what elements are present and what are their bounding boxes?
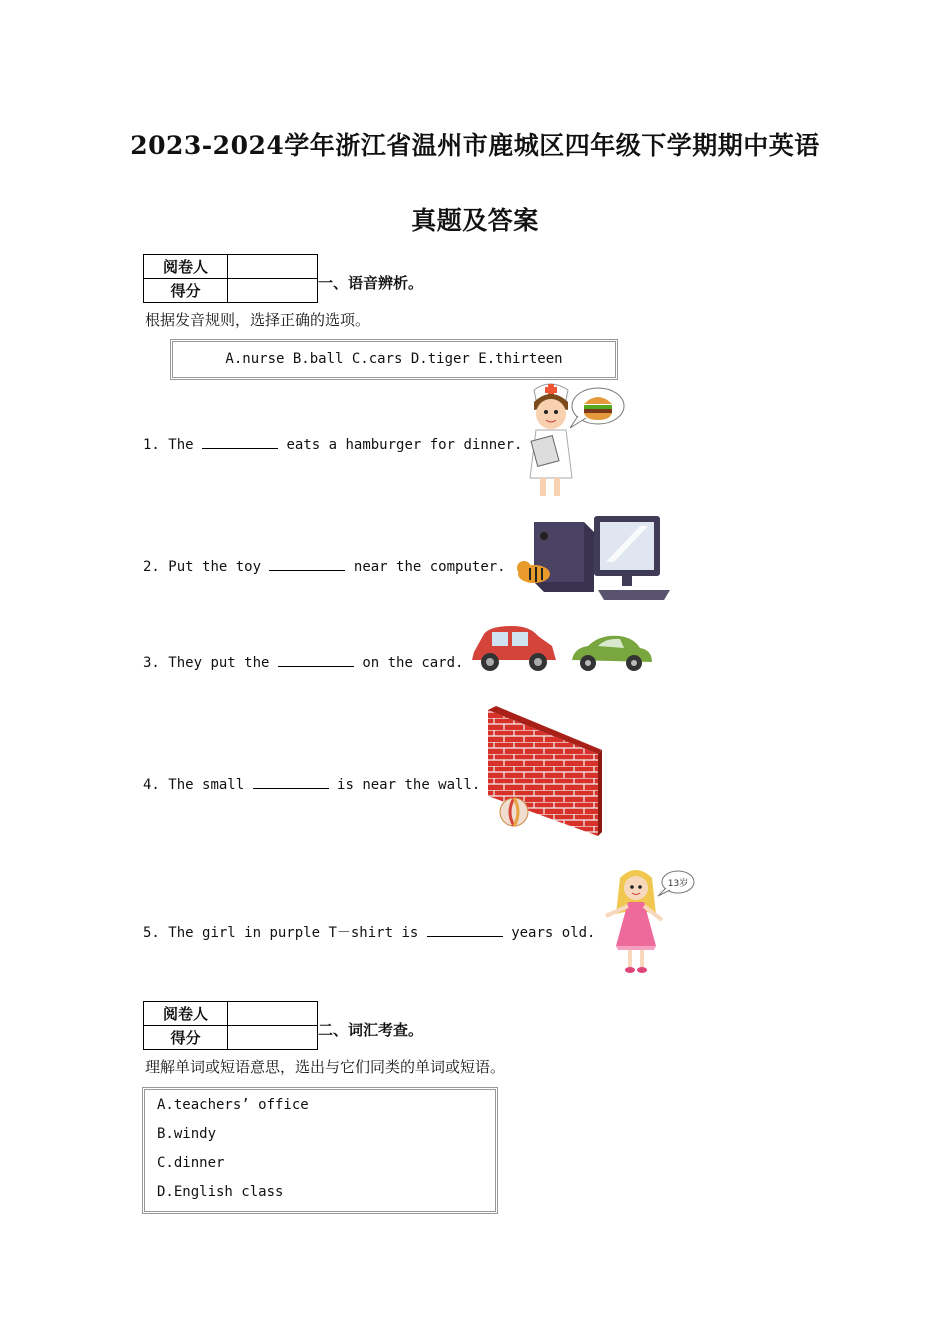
brick-wall-icon [484, 706, 602, 840]
question-4 [143, 776, 480, 793]
green-car-icon [568, 630, 654, 674]
q2-num: 2. [143, 559, 160, 575]
q1-num: 1. [143, 437, 160, 453]
score-value-2 [228, 1026, 318, 1050]
vocab-option-a: A.teachers’ office [157, 1097, 309, 1113]
ball-icon [500, 798, 528, 826]
girl-icon [600, 864, 700, 976]
section1-instruction: 根据发音规则，选择正确的选项。 [145, 311, 371, 329]
reviewer-label-2: 阅卷人 [144, 1002, 228, 1026]
q1-before: The [168, 437, 194, 453]
q3-blank [278, 654, 354, 667]
score-table-2 [143, 1001, 318, 1050]
vocab-option-c: C.dinner [157, 1155, 225, 1171]
q2-blank [269, 558, 345, 571]
section1-options: A.nurse B.ball C.cars D.tiger E.thirteen [225, 351, 563, 367]
q5-blank [427, 924, 503, 937]
q3-after: on the card. [362, 655, 464, 671]
q5-after: years old. [511, 925, 596, 941]
page-title-line1: 2023-2024学年浙江省温州市鹿城区四年级下学期期中英语 [130, 131, 820, 160]
q2-before: Put the toy [168, 559, 262, 575]
q4-after: is near the wall. [337, 777, 481, 793]
q4-before: The small [168, 777, 245, 793]
q5-before: The girl in purple T－shirt is [168, 925, 419, 941]
q3-before: They put the [168, 655, 270, 671]
reviewer-value-2 [228, 1002, 318, 1026]
question-1 [143, 436, 522, 453]
q1-blank [202, 436, 278, 449]
age-bubble-text: 13岁 [667, 879, 689, 889]
score-label-2: 得分 [144, 1026, 228, 1050]
q3-num: 3. [143, 655, 160, 671]
section2-heading: 二、词汇考查。 [318, 1021, 424, 1039]
page-title-line2: 真题及答案 [411, 206, 539, 235]
section2-instruction: 理解单词或短语意思，选出与它们同类的单词或短语。 [145, 1058, 506, 1076]
score-table-1 [143, 254, 318, 303]
question-2 [143, 558, 506, 575]
section1-heading: 一、语音辨析。 [318, 274, 424, 292]
reviewer-value [228, 255, 318, 279]
vocab-option-b: B.windy [157, 1126, 217, 1142]
score-label: 得分 [144, 279, 228, 303]
section1-options-box [170, 339, 618, 380]
nurse-icon [520, 378, 630, 503]
computer-icon [514, 512, 674, 604]
question-3 [143, 654, 463, 671]
red-car-icon [468, 620, 560, 676]
q1-after: eats a hamburger for dinner. [286, 437, 523, 453]
reviewer-label: 阅卷人 [144, 255, 228, 279]
q5-num: 5. [143, 925, 160, 941]
section2-options-box [142, 1087, 498, 1214]
question-5 [143, 922, 595, 942]
q4-blank [253, 776, 329, 789]
q2-after: near the computer. [353, 559, 506, 575]
score-value [228, 279, 318, 303]
vocab-option-d: D.English class [157, 1184, 284, 1200]
q4-num: 4. [143, 777, 160, 793]
